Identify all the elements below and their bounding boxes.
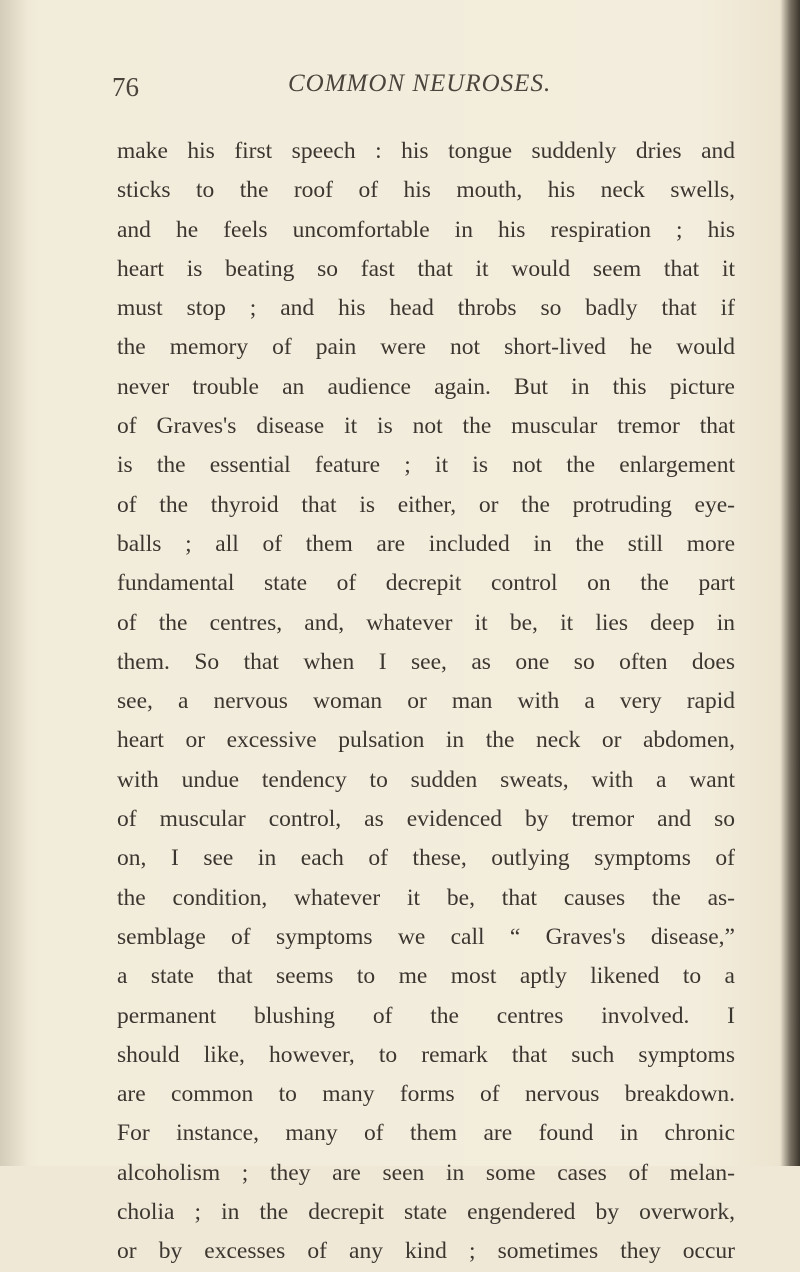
text-line: of the thyroid that is either, or the protruding eye- — [117, 491, 735, 518]
text-line: heart is beating so fast that it would seem that it — [117, 255, 735, 282]
text-line: alcoholism ; they are seen in some cases of melan- — [117, 1159, 735, 1186]
text-line: should like, however, to remark that such symptoms — [117, 1041, 735, 1068]
text-line: with undue tendency to sudden sweats, with a want — [117, 766, 735, 793]
text-line: semblage of symptoms we call “ Graves's disease,” — [117, 923, 735, 950]
text-line: make his first speech : his tongue suddenly dries and — [117, 138, 735, 164]
text-line: them. So that when I see, as one so often does — [117, 648, 735, 675]
text-line: of Graves's disease it is not the muscular tremor that — [117, 413, 735, 440]
text-line: heart or excessive pulsation in the neck or abdomen, — [117, 727, 735, 754]
page-header — [112, 70, 732, 110]
text-line: and he feels uncomfortable in his respiration ; his — [117, 216, 735, 243]
text-line: see, a nervous woman or man with a very rapid — [117, 688, 735, 715]
spine-shadow — [0, 0, 28, 1166]
text-line: fundamental state of decrepit control on the part — [117, 570, 735, 597]
text-line: is the essential feature ; it is not the enlargement — [117, 452, 735, 479]
text-line: must stop ; and his head throbs so badly that if — [117, 295, 735, 322]
body-text — [117, 132, 735, 1272]
text-line: permanent blushing of the centres involved. I — [117, 1002, 735, 1029]
page-number: 76 — [112, 72, 139, 102]
text-line: the condition, whatever it be, that causes the as- — [117, 884, 735, 911]
text-line: a state that seems to me most aptly likened to a — [117, 963, 735, 990]
text-line: or by excesses of any kind ; sometimes they occur — [117, 1238, 735, 1265]
text-line: balls ; all of them are included in the still more — [117, 530, 735, 557]
text-line: the memory of pain were not short-lived he would — [117, 334, 735, 361]
text-line: cholia ; in the decrepit state engendered by overwork, — [117, 1199, 735, 1226]
text-line: never trouble an audience again. But in this picture — [117, 373, 735, 400]
running-head: COMMON NEUROSES. — [288, 70, 552, 97]
text-line: on, I see in each of these, outlying symptoms of — [117, 845, 735, 872]
text-line: are common to many forms of nervous breakdown. — [117, 1081, 735, 1108]
text-line: of muscular control, as evidenced by tremor and so — [117, 806, 735, 833]
text-line: of the centres, and, whatever it be, it lies deep in — [117, 609, 735, 636]
text-line: For instance, many of them are found in chronic — [117, 1120, 735, 1147]
text-line: sticks to the roof of his mouth, his neck swells, — [117, 177, 735, 204]
